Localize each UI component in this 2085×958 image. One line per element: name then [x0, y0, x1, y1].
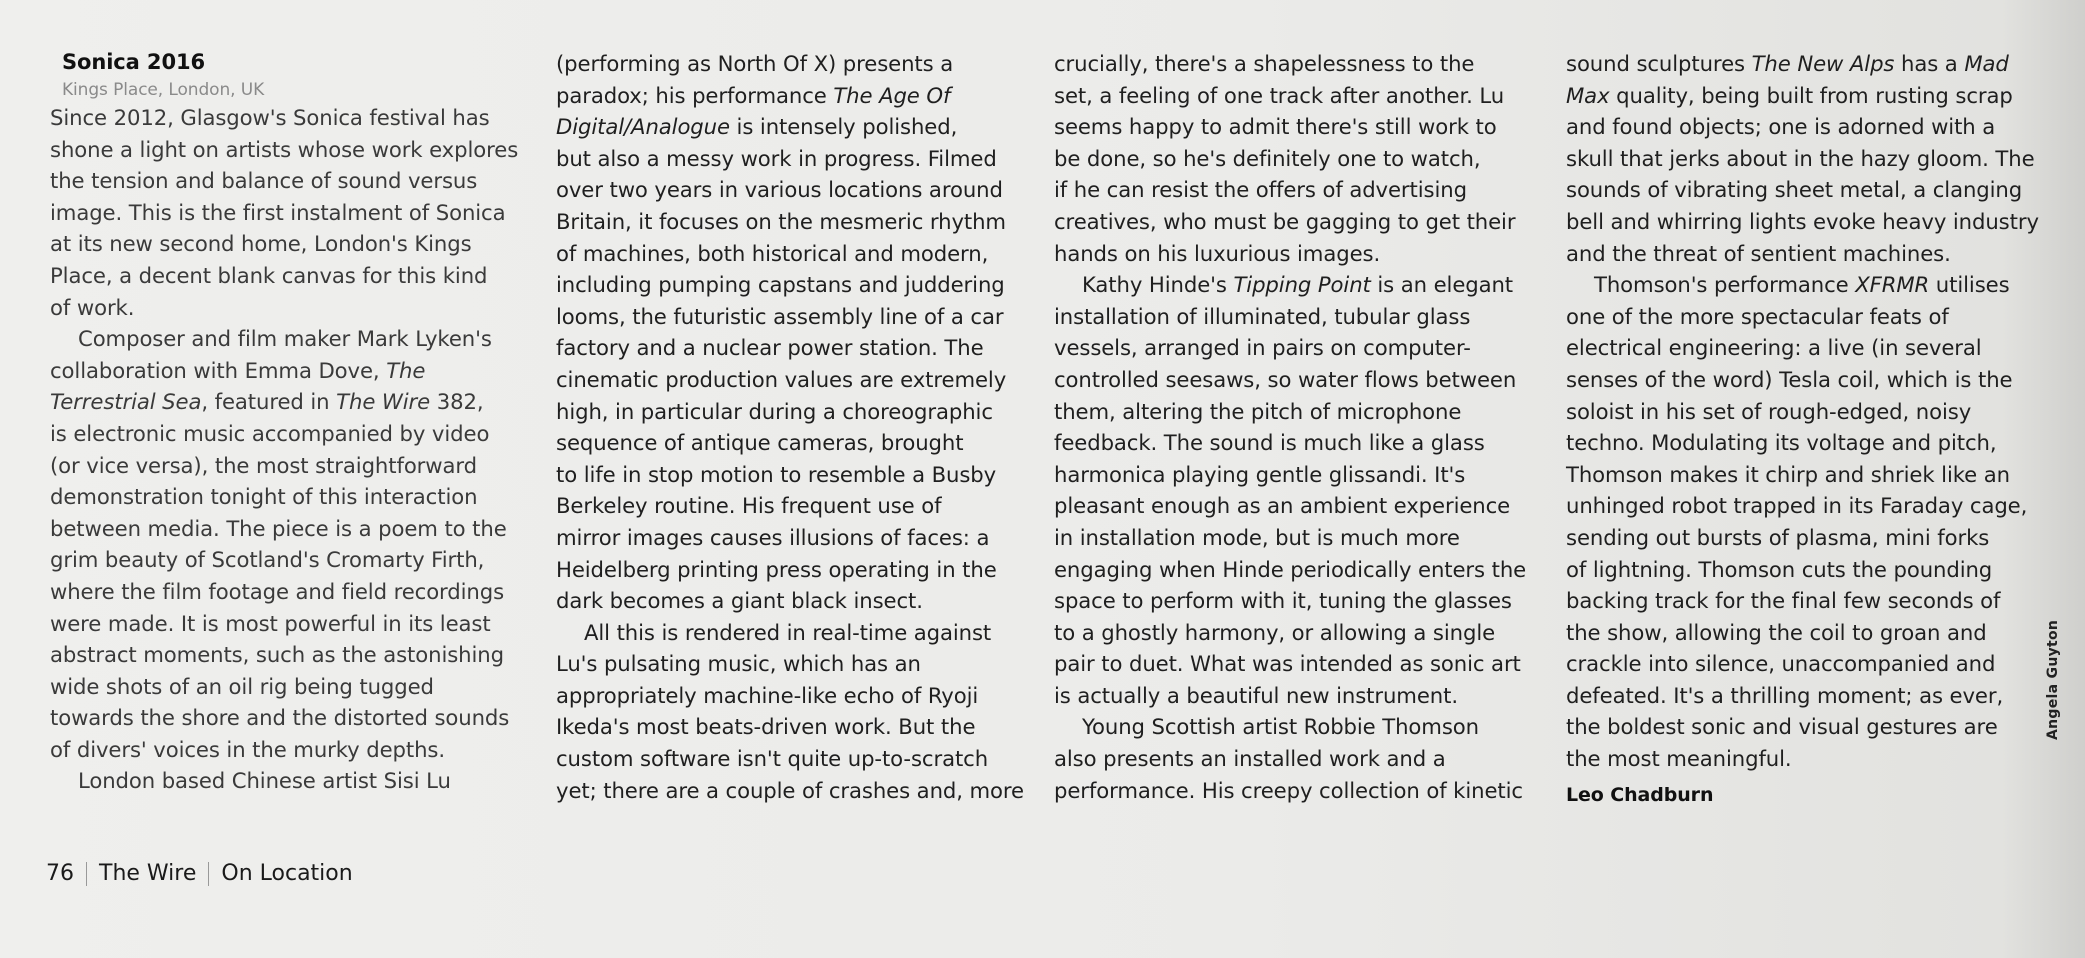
- text-line: of work.: [50, 294, 135, 320]
- text-line: engaging when Hinde periodically enters the: [1054, 556, 1527, 582]
- page-number: 76: [46, 861, 74, 886]
- text-line: image. This is the first instalment of Sonica: [50, 199, 506, 225]
- paragraph: [50, 102, 540, 323]
- text-line: feedback. The sound is much like a glass: [1054, 430, 1485, 456]
- text-line: between media. The piece is a poem to the: [50, 515, 507, 541]
- text-line: (performing as North Of X) presents a: [556, 51, 954, 76]
- text-span: paradox; his performance: [556, 82, 834, 108]
- text-line: of divers' voices in the murky depths.: [50, 736, 445, 762]
- text-span: Thomson's performance: [1594, 272, 1856, 298]
- text-line: were made. It is most powerful in its least: [50, 610, 491, 636]
- text-line: harmonica playing gentle glissandi. It's: [1054, 461, 1466, 487]
- text-line: soloist in his set of rough-edged, noisy: [1566, 398, 1972, 424]
- title-span: XFRMR: [1855, 272, 1930, 298]
- text-line: skull that jerks about in the hazy gloom. The: [1566, 145, 2035, 171]
- text-span: sound sculptures: [1566, 51, 1752, 76]
- article-column-3: [1054, 48, 1541, 806]
- text-line: seems happy to admit there's still work to: [1054, 114, 1497, 140]
- section-name: On Location: [221, 861, 353, 886]
- text-line: the boldest sonic and visual gestures are: [1566, 714, 1998, 740]
- text-line: the most meaningful.: [1566, 746, 1792, 772]
- text-line: Place, a decent blank canvas for this kind: [50, 262, 488, 288]
- text-line: where the film footage and field recordings: [50, 578, 505, 604]
- article-column-1: [50, 48, 540, 797]
- text-line: towards the shore and the distorted sounds: [50, 705, 510, 731]
- text-line: one of the more spectacular feats of: [1566, 303, 1949, 329]
- text-line: Since 2012, Glasgow's Sonica festival has: [50, 105, 490, 130]
- text-line: grim beauty of Scotland's Cromarty Firth,: [50, 547, 485, 573]
- text-line: appropriately machine-like echo of Ryoji: [556, 682, 979, 708]
- paragraph: [1054, 269, 1541, 711]
- text-span: Kathy Hinde's: [1082, 272, 1234, 298]
- text-line: senses of the word) Tesla coil, which is the: [1566, 366, 2013, 392]
- text-line: demonstration tonight of this interaction: [50, 484, 478, 510]
- text-line: (or vice versa), the most straightforward: [50, 452, 477, 478]
- paragraph: [556, 617, 1036, 807]
- text-line: [556, 111, 1036, 143]
- text-line: be done, so he's definitely one to watch,: [1054, 145, 1481, 171]
- text-line: [1566, 48, 2046, 80]
- text-line: creatives, who must be gagging to get their: [1054, 208, 1516, 234]
- text-line: electrical engineering: a live (in several: [1566, 335, 1982, 361]
- paragraph: [50, 765, 540, 797]
- text-line: unhinged robot trapped in its Faraday cage,: [1566, 493, 2028, 519]
- article-byline: Leo Chadburn: [1566, 783, 1714, 806]
- text-line: set, a feeling of one track after another. Lu: [1054, 82, 1505, 108]
- text-line: if he can resist the offers of advertising: [1054, 177, 1467, 203]
- text-line: Ikeda's most beats-driven work. But the: [556, 714, 976, 740]
- text-line: the tension and balance of sound versus: [50, 168, 478, 194]
- text-span: has a: [1894, 51, 1965, 76]
- footer-divider: [208, 862, 209, 886]
- text-line: custom software isn't quite up-to-scratch: [556, 746, 989, 772]
- text-line: sequence of antique cameras, brought: [556, 430, 964, 456]
- text-line: [1054, 269, 1541, 301]
- text-line: controlled seesaws, so water flows between: [1054, 366, 1517, 392]
- text-line: in installation mode, but is much more: [1054, 524, 1460, 550]
- article-column-2: [556, 48, 1036, 806]
- text-line: hands on his luxurious images.: [1054, 240, 1381, 266]
- title-span: Max: [1566, 82, 1610, 108]
- text-span: Composer and film maker Mark Lyken's: [78, 326, 492, 352]
- article-heading: Sonica 2016: [62, 50, 205, 74]
- text-line: pair to duet. What was intended as sonic art: [1054, 651, 1521, 677]
- text-line: also presents an installed work and a: [1054, 746, 1446, 772]
- text-line: shone a light on artists whose work explores: [50, 136, 519, 162]
- text-line: [1566, 269, 2046, 301]
- text-span: , featured in: [201, 389, 337, 415]
- text-line: installation of illuminated, tubular glass: [1054, 303, 1471, 329]
- text-line: mirror images causes illusions of faces: a: [556, 524, 990, 550]
- text-line: high, in particular during a choreographic: [556, 398, 993, 424]
- text-line: pleasant enough as an ambient experience: [1054, 493, 1511, 519]
- paragraph: [1054, 711, 1541, 806]
- text-line: Thomson makes it chirp and shriek like an: [1566, 461, 2010, 487]
- title-span: The: [386, 357, 426, 383]
- text-line: [50, 386, 540, 418]
- article-venue: Kings Place, London, UK: [62, 80, 265, 100]
- text-line: wide shots of an oil rig being tugged: [50, 673, 434, 699]
- paragraph: [1054, 48, 1541, 269]
- text-line: crackle into silence, unaccompanied and: [1566, 651, 1996, 677]
- text-line: [556, 80, 1036, 112]
- article-column-4: [1566, 48, 2046, 809]
- text-line: Berkeley routine. His frequent use of: [556, 493, 942, 519]
- text-line: [1054, 711, 1541, 743]
- text-line: space to perform with it, tuning the glasses: [1054, 588, 1512, 614]
- text-line: to life in stop motion to resemble a Busby: [556, 461, 997, 487]
- text-line: Lu's pulsating music, which has an: [556, 651, 921, 677]
- text-line: them, altering the pitch of microphone: [1054, 398, 1462, 424]
- text-line: performance. His creepy collection of kinetic: [1054, 777, 1523, 803]
- text-span: 382,: [430, 389, 484, 415]
- title-span: Mad: [1964, 51, 2009, 76]
- footer-divider: [86, 862, 87, 886]
- text-span: quality, being built from rusting scrap: [1609, 82, 2013, 108]
- photo-credit: Angela Guyton: [2045, 619, 2061, 740]
- title-span: The Age Of: [833, 82, 951, 108]
- text-line: [1566, 80, 2046, 112]
- text-line: dark becomes a giant black insect.: [556, 588, 923, 614]
- paragraph: [1566, 48, 2046, 269]
- text-line: backing track for the final few seconds of: [1566, 588, 2001, 614]
- text-span: collaboration with Emma Dove,: [50, 357, 387, 383]
- text-line: sending out bursts of plasma, mini forks: [1566, 524, 1990, 550]
- text-line: and the threat of sentient machines.: [1566, 240, 1951, 266]
- text-line: is actually a beautiful new instrument.: [1054, 682, 1458, 708]
- text-line: of lightning. Thomson cuts the pounding: [1566, 556, 1993, 582]
- paragraph: [50, 323, 540, 765]
- title-span: Terrestrial Sea: [50, 389, 202, 415]
- text-span: Young Scottish artist Robbie Thomson: [1082, 714, 1479, 740]
- text-line: looms, the futuristic assembly line of a car: [556, 303, 1004, 329]
- text-line: crucially, there's a shapelessness to the: [1054, 51, 1475, 76]
- text-line: abstract moments, such as the astonishing: [50, 642, 504, 668]
- text-line: of machines, both historical and modern,: [556, 240, 989, 266]
- text-line: is electronic music accompanied by video: [50, 420, 490, 446]
- text-line: at its new second home, London's Kings: [50, 231, 472, 257]
- text-line: sounds of vibrating sheet metal, a clanging: [1566, 177, 2023, 203]
- text-line: cinematic production values are extremely: [556, 366, 1007, 392]
- text-line: the show, allowing the coil to groan and: [1566, 619, 1987, 645]
- text-line: vessels, arranged in pairs on computer-: [1054, 335, 1471, 361]
- title-span: The New Alps: [1751, 51, 1895, 76]
- text-line: [50, 323, 540, 355]
- text-line: yet; there are a couple of crashes and, more: [556, 777, 1024, 803]
- text-line: [50, 355, 540, 387]
- text-line: Britain, it focuses on the mesmeric rhythm: [556, 208, 1006, 234]
- paragraph: [1566, 269, 2046, 775]
- text-line: bell and whirring lights evoke heavy industry: [1566, 208, 2039, 234]
- text-line: defeated. It's a thrilling moment; as ever,: [1566, 682, 2004, 708]
- text-span: utilises: [1929, 272, 2010, 298]
- text-span: is intensely polished,: [729, 114, 958, 140]
- text-line: [50, 765, 540, 797]
- title-span: Digital/Analogue: [556, 114, 730, 140]
- text-line: to a ghostly harmony, or allowing a single: [1054, 619, 1496, 645]
- text-line: factory and a nuclear power station. The: [556, 335, 984, 361]
- text-line: Heidelberg printing press operating in the: [556, 556, 997, 582]
- text-line: including pumping capstans and juddering: [556, 272, 1005, 298]
- text-line: and found objects; one is adorned with a: [1566, 114, 1996, 140]
- magazine-name: The Wire: [99, 861, 197, 886]
- text-line: over two years in various locations around: [556, 177, 1003, 203]
- text-span: London based Chinese artist Sisi Lu: [78, 768, 451, 794]
- paragraph: [556, 48, 1036, 617]
- title-span: The Wire: [336, 389, 431, 415]
- text-line: [556, 617, 1036, 649]
- text-line: but also a messy work in progress. Filmed: [556, 145, 997, 171]
- page-footer: [46, 860, 353, 888]
- text-span: All this is rendered in real-time against: [584, 619, 992, 645]
- text-line: techno. Modulating its voltage and pitch,: [1566, 430, 1997, 456]
- text-span: is an elegant: [1370, 272, 1514, 298]
- title-span: Tipping Point: [1233, 272, 1371, 298]
